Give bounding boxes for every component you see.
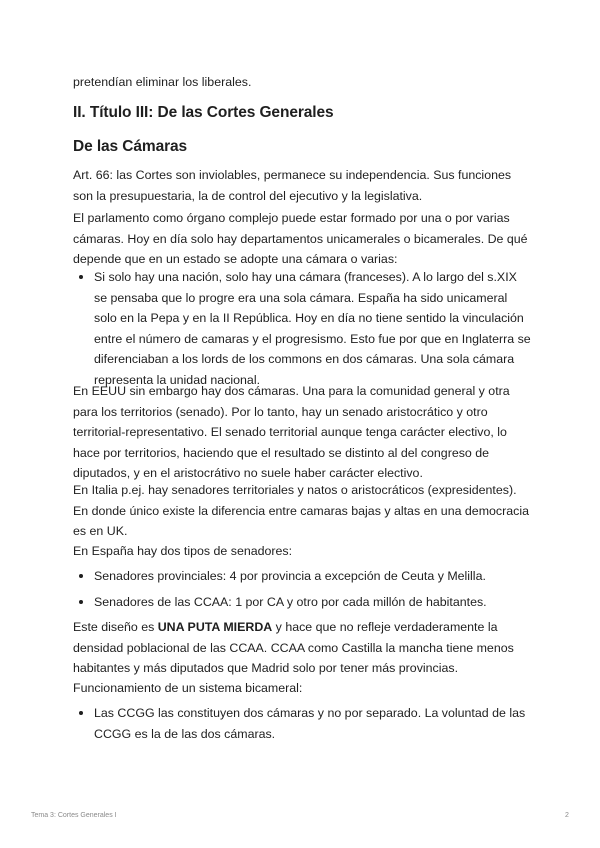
paragraph-eeuu: En EEUU sin embargo hay dos cámaras. Una para la comunidad general y otra para los territorios (senado). Por lo tanto, hay un senado aristocrático y otro territorial-representativo. El senado territorial aunque tenga carácter electivo, lo hace por territorios, haciendo que el resultado se distinto al del congreso de diputados, y en el aristocrátivo no suele haber carácter electivo.	[73, 384, 510, 480]
page-number: 2	[565, 812, 569, 819]
paragraph-parlamento: El parlamento como órgano complejo puede estar formado por una o por varias cámaras. Hoy en día solo hay departamentos unicamerales o bicamerales. De qué depende que en un estado se adopte una cámara o varias:	[73, 211, 528, 266]
list-item	[73, 703, 531, 744]
bullet-icon	[79, 711, 83, 715]
bullet-list-bicameral	[73, 703, 531, 744]
bullet-list-nacion	[73, 267, 531, 390]
list-item-text: Senadores provinciales: 4 por provincia a excepción de Ceuta y Melilla.	[94, 569, 486, 583]
paragraph-funcionamiento: Funcionamiento de un sistema bicameral:	[73, 681, 303, 695]
list-item-text: Senadores de las CCAA: 1 por CA y otro por cada millón de habitantes.	[94, 594, 487, 609]
list-item-text: Si solo hay una nación, solo hay una cámara (franceses). A lo largo del s.XIX se pensaba que lo progre era una sola cámara. España ha sido unicameral solo en la Pepa y en la II República. Hoy en día no tiene sentido la vinculación entre el número de camaras y el progresismo. Esto fue por que en Inglaterra se diferenciaban a los lords de los commons en dos cámaras. Una sola cámara representa la unidad nacional.	[94, 270, 531, 387]
list-item	[73, 267, 531, 390]
footer-title: Tema 3: Cortes Generales I	[31, 812, 117, 819]
paragraph-diseno	[73, 617, 531, 679]
paragraph-espana: En España hay dos tipos de senadores:	[73, 544, 293, 558]
list-item-text: Las CCGG las constituyen dos cámaras y no por separado. La voluntad de las CCGG es la de las dos cámaras.	[94, 706, 526, 741]
list-item	[73, 566, 531, 587]
section-title: II. Título III: De las Cortes Generales	[73, 104, 334, 121]
paragraph-diseno-bold: UNA PUTA MIERDA	[157, 620, 273, 634]
bullet-icon	[79, 574, 83, 578]
bullet-icon	[79, 275, 83, 279]
paragraph-italia: En Italia p.ej. hay senadores territoriales y natos o aristocráticos (expresidentes). En donde único existe la diferencia entre camaras bajas y altas en una democracia es en UK.	[73, 483, 529, 538]
paragraph-art-66: Art. 66: las Cortes son inviolables, permanece su independencia. Sus funciones son la presupuestaria, la de control del ejecutivo y la legislativa.	[73, 168, 512, 203]
paragraph-diseno-before: Este diseño es	[73, 620, 158, 634]
list-item	[73, 592, 531, 613]
subsection-title: De las Cámaras	[73, 138, 188, 155]
paragraph-diseno-after: y hace que no refleje verdaderamente la densidad poblacional de las CCAA. CCAA como Castilla la mancha tiene menos habitantes y más diputados que Madrid solo por tener más provincias.	[73, 620, 514, 675]
lead-text: pretendían eliminar los liberales.	[73, 75, 252, 89]
bullet-icon	[79, 600, 83, 604]
bullet-list-senadores	[73, 566, 531, 612]
